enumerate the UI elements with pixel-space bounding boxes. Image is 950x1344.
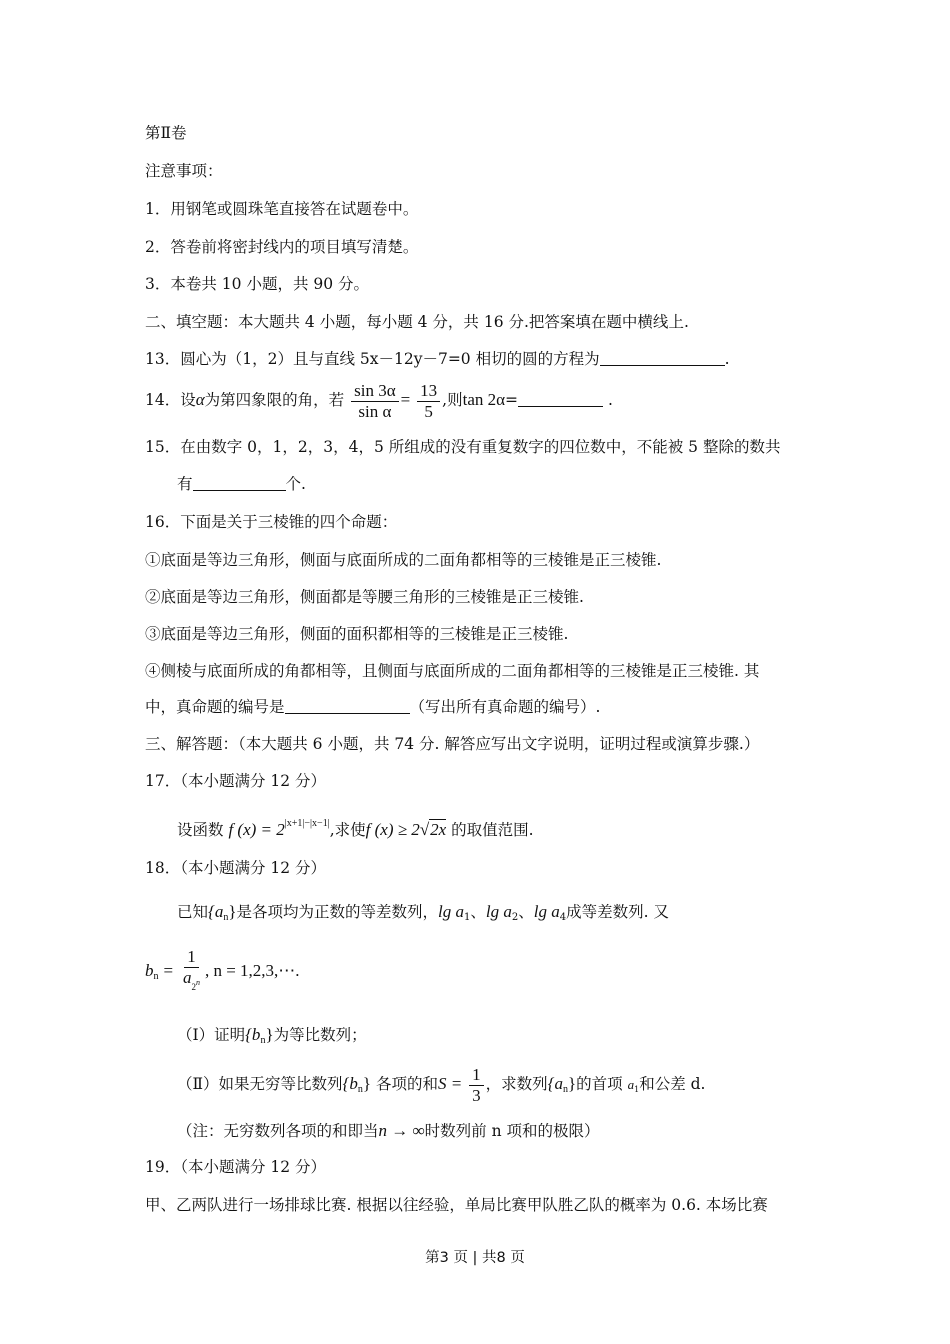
- q18-bn-frac-num: 1: [184, 947, 199, 968]
- q18-an-sub: n: [223, 912, 229, 923]
- q14-mid: 为第四象限的角，若: [204, 391, 345, 409]
- q15-prefix: 有: [177, 475, 193, 493]
- question-16-intro: 16．下面是关于三棱锥的四个命题：: [145, 513, 398, 531]
- q18-p1-set: {b: [245, 1025, 261, 1044]
- q18-lg2-sub: 2: [511, 912, 519, 923]
- q13-text: 13．圆心为（1，2）且与直线 5x－12y－7=0 相切的圆的方程为: [145, 350, 600, 368]
- q17-pre: 设函数: [177, 821, 224, 839]
- note-1: 1．用钢笔或圆珠笔直接答在试题卷中。: [145, 200, 419, 218]
- q14-frac2-den: 5: [424, 401, 433, 421]
- q18-p1-pre: （Ⅰ）证明: [177, 1026, 246, 1044]
- notes-title: 注意事项：: [145, 162, 223, 180]
- q18-S: S =: [437, 1074, 463, 1093]
- q14-tail: =: [505, 391, 519, 409]
- question-15-line1: 15．在由数字 0，1，2，3，4，5 所组成的没有重复数字的四位数中，不能被 5 整除的数共: [145, 438, 781, 456]
- q18-p2-mid2: ，求数列: [485, 1075, 548, 1093]
- q17-fx: f (x) = 2: [228, 820, 285, 839]
- q14-answer-blank[interactable]: [518, 391, 603, 407]
- q18-a1: a: [627, 1077, 635, 1092]
- q16-item-3: ③底面是等边三角形，侧面的面积都相等的三棱锥是正三棱锥.: [145, 625, 569, 643]
- q18-S-den: 3: [472, 1085, 481, 1105]
- q14-frac1-num: sin 3α: [351, 381, 399, 402]
- q13-answer-blank[interactable]: [600, 350, 725, 366]
- q18-sep1: 、: [470, 903, 486, 921]
- q18-p2-an-close: }: [567, 1074, 577, 1093]
- note-2: 2．答卷前将密封线内的项目填写清楚。: [145, 238, 419, 256]
- q14-frac2-num: 13: [417, 381, 440, 402]
- q18-bn-sub: n: [153, 971, 159, 982]
- q18-given-pre: 已知: [177, 903, 209, 921]
- q14-then: ,则: [442, 391, 463, 409]
- q16-item-2: ②底面是等边三角形，侧面都是等腰三角形的三棱锥是正三棱锥.: [145, 588, 584, 606]
- q18-p2-close: }: [362, 1074, 372, 1093]
- q14-alpha: α: [195, 390, 205, 409]
- q18-p2-mid3: 的首项: [576, 1075, 623, 1093]
- q16-item-4: ④侧棱与底面所成的角都相等，且侧面与底面所成的二面角都相等的三棱锥是正三棱锥. 其: [145, 662, 760, 680]
- q18-S-frac: [469, 1065, 484, 1106]
- q17-body: [177, 814, 534, 840]
- q18-given-mid: 是各项均为正数的等差数列，: [236, 903, 439, 921]
- q16-answer-line: [145, 697, 600, 717]
- q14-end: .: [603, 391, 613, 409]
- q18-seq: , n = 1,2,3,⋯.: [204, 961, 300, 980]
- q18-bn-frac: [180, 947, 203, 997]
- q15-answer-blank[interactable]: [193, 475, 286, 491]
- part2-heading: 二、填空题：本大题共 4 小题，每小题 4 分，共 16 分.把答案填在题中横线上.: [145, 313, 689, 331]
- q17-sqrt: 2x: [430, 820, 447, 839]
- q18-bn-eq: =: [163, 961, 174, 980]
- q17-exp: |x+1|−|x−1|: [284, 818, 330, 829]
- q15-suffix: 个.: [285, 475, 306, 493]
- q18-sep2: 、: [518, 903, 534, 921]
- q18-part2: [177, 1062, 705, 1112]
- q18-an-close: }: [228, 902, 237, 921]
- q14-frac1: [351, 381, 399, 422]
- q17-sqrt-sign: √: [419, 820, 430, 839]
- q17-title: 17．（本小题满分 12 分）: [145, 772, 327, 790]
- q18-a1-sub: 1: [634, 1085, 640, 1094]
- q16-answer-blank[interactable]: [285, 698, 410, 714]
- q18-p2-end: 和公差 d.: [639, 1075, 706, 1093]
- q18-p2-mid: 各项的和: [375, 1075, 438, 1093]
- q17-mid: ,求使: [329, 821, 366, 839]
- question-15-line2: [177, 474, 306, 494]
- q18-lg1-sub: 1: [464, 912, 471, 923]
- q18-p2-sub: n: [357, 1084, 363, 1095]
- q18-p2-an: {a: [547, 1074, 563, 1093]
- q17-fx2: f (x) ≥ 2: [365, 820, 420, 839]
- q18-p1-sub: n: [260, 1035, 266, 1046]
- q13-end: .: [724, 350, 730, 368]
- q14-eq: =: [400, 390, 411, 409]
- q18-lg4: lg a: [533, 902, 560, 921]
- part3-heading: 三、解答题：（本大题共 6 小题，共 74 分. 解答应写出文字说明，证明过程或演算步骤.）: [145, 735, 760, 753]
- q18-note: [177, 1121, 599, 1141]
- q18-an: {a: [208, 902, 224, 921]
- q19-line1: 甲、乙两队进行一场排球比赛. 根据以往经验，单局比赛甲队胜乙队的概率为 0.6. 本场比赛: [145, 1196, 768, 1214]
- q18-part1: [177, 1025, 367, 1051]
- q18-lg4-sub: 4: [559, 912, 567, 923]
- q18-bn-def: [145, 947, 300, 999]
- section-title: 第Ⅱ卷: [145, 124, 187, 142]
- q18-lg2: lg a: [485, 902, 512, 921]
- q18-given-tail: 成等差数列. 又: [566, 903, 669, 921]
- q16-item-1: ①底面是等边三角形，侧面与底面所成的二面角都相等的三棱锥是正三棱锥.: [145, 551, 662, 569]
- q18-p1-post: 为等比数列；: [273, 1026, 367, 1044]
- q18-lg1: lg a: [438, 902, 464, 921]
- q18-p2-an-sub: n: [562, 1084, 568, 1095]
- q14-tan: tan 2α: [462, 390, 506, 409]
- q16-answer-suffix: （写出所有真命题的编号）.: [409, 698, 601, 716]
- q18-bn: b: [145, 961, 154, 980]
- q19-title: 19．（本小题满分 12 分）: [145, 1158, 327, 1176]
- q18-p2-set: {b: [342, 1074, 358, 1093]
- q18-note-math: n → ∞: [378, 1121, 425, 1140]
- q16-answer-prefix: 中，真命题的编号是: [145, 698, 285, 716]
- q18-given: [177, 902, 669, 928]
- q18-p1-close: }: [265, 1025, 274, 1044]
- q14-prefix: 14．设: [145, 391, 196, 409]
- q14-frac2: [417, 381, 440, 422]
- page-footer: 第3 页 | 共8 页: [425, 1250, 525, 1266]
- note-3: 3．本卷共 10 小题，共 90 分。: [145, 275, 370, 293]
- q18-title: 18．（本小题满分 12 分）: [145, 859, 327, 877]
- q18-note-post: 时数列前 n 项和的极限）: [424, 1122, 600, 1140]
- q18-p2-pre: （Ⅱ）如果无穷等比数列: [177, 1075, 343, 1093]
- q17-post: 的取值范围.: [451, 821, 534, 839]
- q14-frac1-den: sin α: [358, 401, 392, 421]
- question-13: [145, 349, 730, 369]
- q18-S-num: 1: [469, 1065, 484, 1086]
- question-14: [145, 378, 613, 422]
- q18-bn-frac-den: $a_2^n$: [182, 968, 200, 992]
- q18-note-pre: （注：无穷数列各项的和即当: [177, 1122, 379, 1140]
